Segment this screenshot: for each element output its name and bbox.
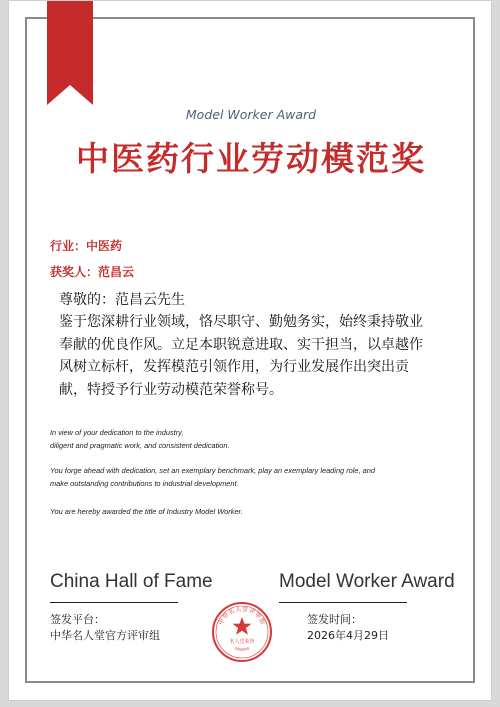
- date-label: 签发时间：: [307, 613, 362, 626]
- left-signature-line: [50, 602, 178, 603]
- certificate-page: [8, 0, 492, 701]
- english-line: You forge ahead with dedication, set an exemplary benchmark, play an exemplary leading role, and: [50, 466, 375, 475]
- certificate-subtitle: Model Worker Award: [185, 107, 317, 122]
- official-seal-stamp: [211, 601, 273, 663]
- seal-text-top: 中华名人堂评审组: [217, 605, 267, 627]
- awardee-field: 获奖人：范昌云: [50, 265, 135, 279]
- certificate-title: 中医药行业劳动模范奖: [76, 139, 426, 178]
- right-signature-line: [279, 602, 407, 603]
- english-line: In view of your dedication to the industry,: [50, 428, 184, 437]
- english-line: make outstanding contributions to industrial development.: [50, 478, 239, 488]
- english-paragraph-2: [50, 465, 470, 490]
- salutation: 尊敬的：范昌云先生: [59, 292, 185, 308]
- issuer-value: 中华名人堂官方评审组: [50, 629, 160, 642]
- citation-line: 风树立标杆，发挥模范引领作用，为行业发展作出突出贡: [59, 359, 409, 375]
- citation-line: 奉献的优良作风。立足本职锐意进取、实干担当，以卓越作: [59, 336, 423, 353]
- red-ribbon-bookmark: [47, 1, 93, 105]
- industry-field: 行业：中医药: [50, 239, 123, 253]
- seal-text-center: 名人堂荣誉: [229, 639, 255, 645]
- english-line: diligent and pragmatic work, and consistent dedication.: [50, 440, 230, 450]
- citation-line: 鉴于您深耕行业领域，恪尽职守、勤勉务实，始终秉持敬业: [59, 314, 423, 330]
- english-paragraph-1: [50, 427, 470, 452]
- seal-star-icon: [233, 617, 252, 635]
- seal-text-bottom: 0000000: [234, 646, 250, 652]
- right-signature-title: Model Worker Award: [279, 571, 455, 592]
- citation-text-chinese: [59, 311, 469, 401]
- svg-text:0000000: [234, 646, 250, 651]
- issuer-label: 签发平台：: [50, 613, 105, 626]
- english-paragraph-3: You are hereby awarded the title of Industry Model Worker.: [50, 507, 243, 516]
- left-signature-title: China Hall of Fame: [50, 571, 213, 592]
- citation-line: 献，特授予行业劳动模范荣誉称号。: [59, 381, 283, 398]
- date-value: 2026年4月29日: [307, 629, 389, 642]
